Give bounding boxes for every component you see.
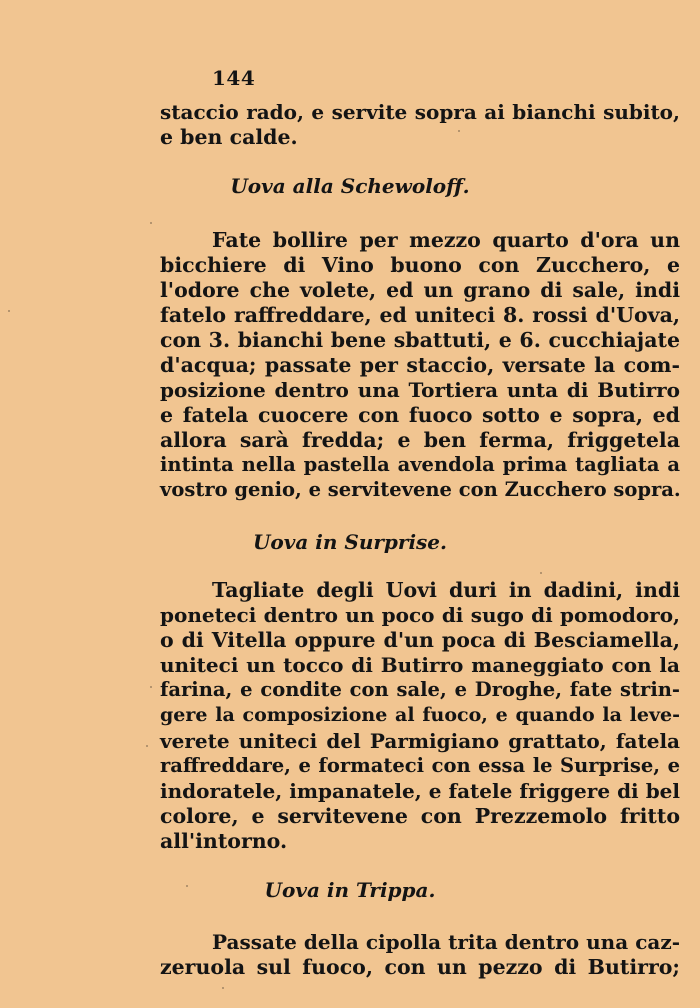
page-number: 144 — [212, 66, 256, 90]
text-line: fatelo raffreddare, ed uniteci 8. rossi d'Uova, — [160, 303, 680, 327]
text-line: Fate bollire per mezzo quarto d'ora un — [212, 228, 680, 252]
text-line: verete uniteci del Parmigiano grattato, fatela — [160, 729, 680, 753]
text-line: all'intorno. — [160, 829, 288, 853]
scan-speck — [458, 130, 460, 132]
text-line: indoratele, impanatele, e fatele friggere di bel — [160, 779, 680, 803]
text-line: bicchiere di Vino buono con Zucchero, e — [160, 253, 680, 277]
text-line: vostro genio, e servitevene con Zucchero sopra. — [160, 478, 681, 501]
recipe-heading: Uova in Surprise. — [252, 530, 447, 554]
text-line: poneteci dentro un poco di sugo di pomodoro, — [160, 603, 680, 627]
text-line: d'acqua; passate per staccio, versate la com- — [160, 353, 680, 377]
scan-speck — [186, 885, 188, 887]
text-line: raffreddare, e formateci con essa le Surprise, e — [160, 754, 680, 777]
text-line: farina, e condite con sale, e Droghe, fate strin- — [160, 678, 680, 701]
recipe-heading: Uova in Trippa. — [264, 878, 436, 902]
text-line: e ben calde. — [160, 125, 298, 149]
text-line: con 3. bianchi bene sbattuti, e 6. cucchiajate — [160, 328, 680, 352]
recipe-heading: Uova alla Schewoloff. — [230, 174, 470, 198]
text-line: colore, e servitevene con Prezzemolo fritto — [160, 804, 680, 828]
scan-speck — [222, 987, 224, 989]
scan-speck — [8, 310, 10, 312]
text-line: gere la composizione al fuoco, e quando la leve- — [160, 704, 680, 726]
text-line: allora sarà fredda; e ben ferma, friggetela — [160, 428, 680, 452]
text-line: staccio rado, e servite sopra ai bianchi subito, — [160, 100, 680, 124]
text-line: zeruola sul fuoco, con un pezzo di Butirro; — [160, 955, 680, 979]
scan-speck — [150, 686, 152, 688]
text-line: intinta nella pastella avendola prima tagliata a — [160, 453, 680, 476]
text-line: posizione dentro una Tortiera unta di Butirro — [160, 378, 680, 402]
text-line: o di Vitella oppure d'un poca di Besciamella, — [160, 628, 680, 652]
text-line: Passate della cipolla trita dentro una caz- — [212, 930, 680, 954]
scan-speck — [540, 572, 542, 574]
text-line: uniteci un tocco di Butirro maneggiato con la — [160, 653, 680, 677]
text-line: l'odore che volete, ed un grano di sale, indi — [160, 278, 680, 302]
text-line: Tagliate degli Uovi duri in dadini, indi — [212, 578, 680, 602]
text-line: e fatela cuocere con fuoco sotto e sopra, ed — [160, 403, 680, 427]
scan-speck — [150, 222, 152, 224]
scan-speck — [146, 745, 148, 747]
